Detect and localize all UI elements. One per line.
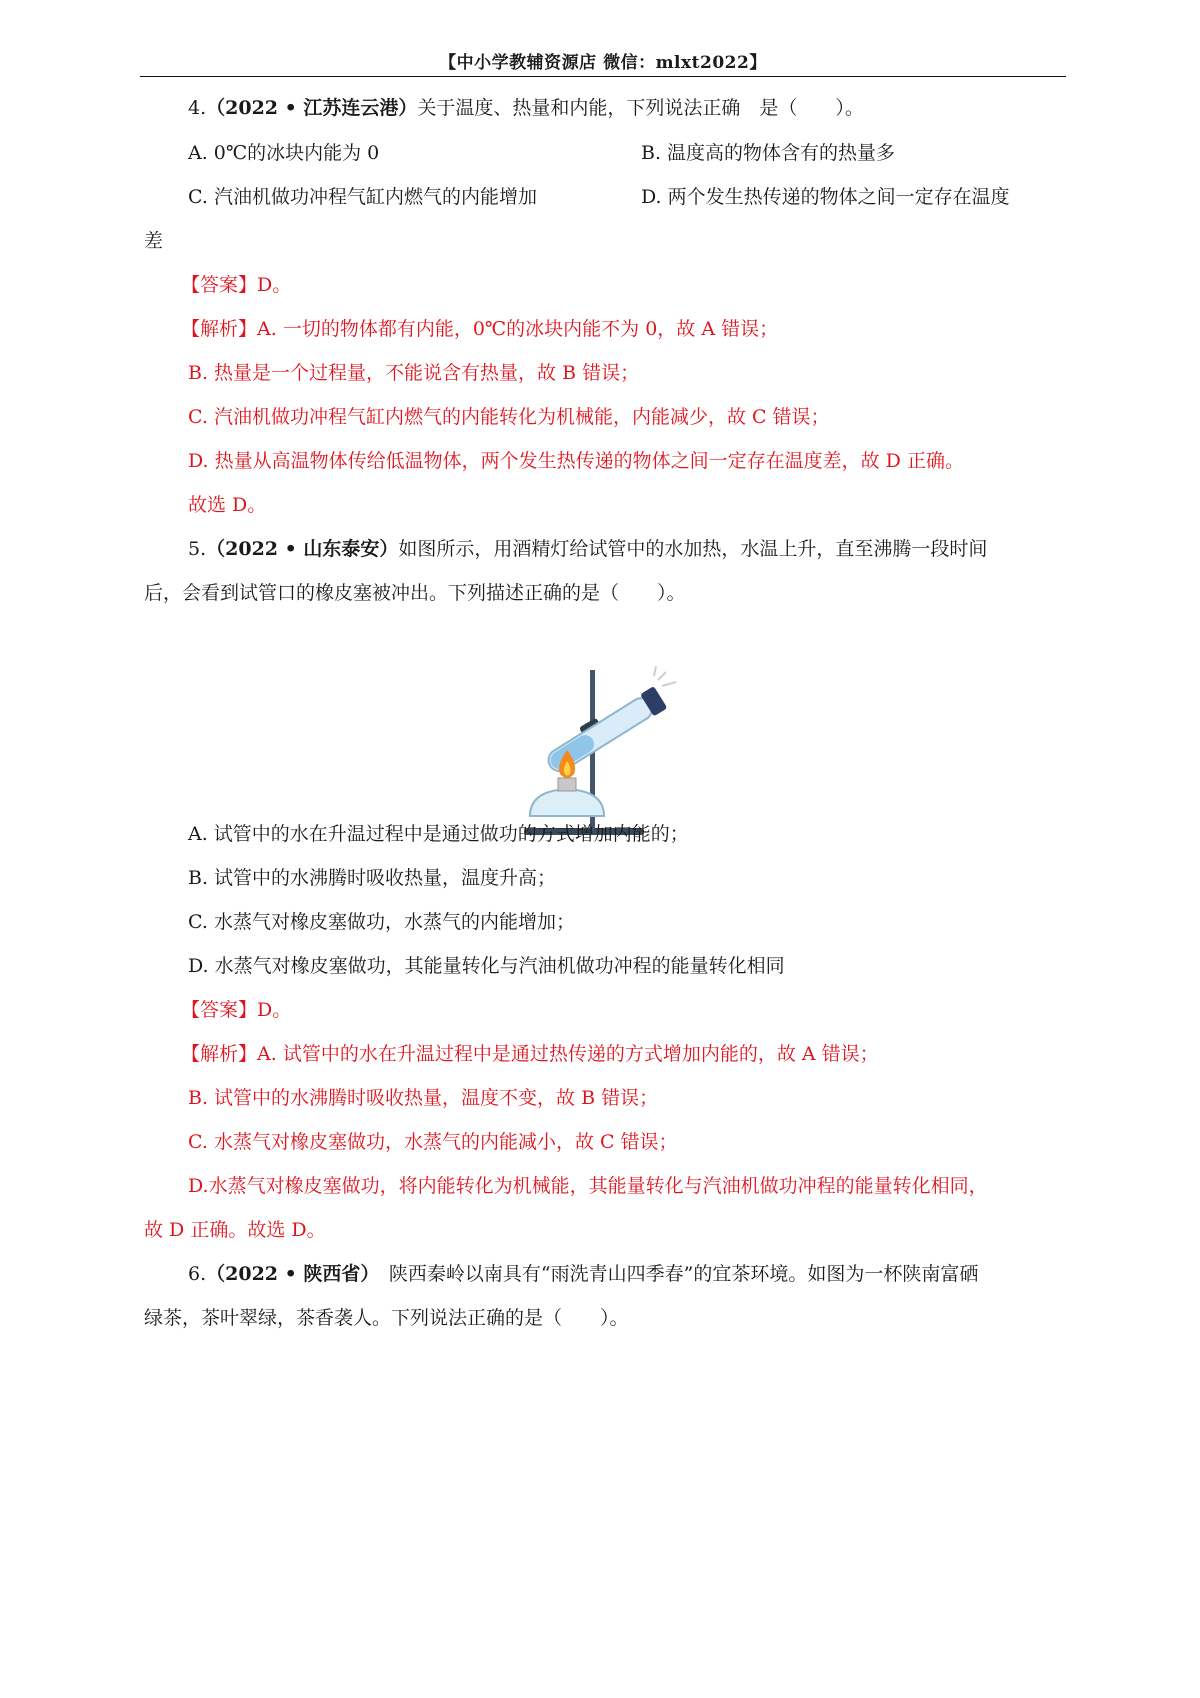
q5-conclusion: 故 D 正确。故选 D。: [144, 1219, 326, 1241]
q5-option-d: D. 水蒸气对橡皮塞做功，其能量转化与汽油机做功冲程的能量转化相同: [188, 955, 785, 977]
q5-analysis-tag: 【解析】: [181, 1043, 258, 1065]
q4-conclusion: 故选 D。: [188, 494, 267, 516]
q4-number: 4.: [188, 97, 207, 119]
q4-option-d: D. 两个发生热传递的物体之间一定存在温度: [641, 186, 1010, 208]
q4-stem-text: 关于温度、热量和内能，下列说法正确 是（ ）。: [417, 97, 864, 119]
q5-answer-tag: 【答案】: [181, 999, 258, 1021]
q5-analysis-d: D.水蒸气对橡皮塞做功，将内能转化为机械能，其能量转化与汽油机做功冲程的能量转化相同，: [188, 1175, 988, 1197]
q5-analysis-a-text: A. 试管中的水在升温过程中是通过热传递的方式增加内能的，故 A 错误；: [257, 1043, 879, 1065]
q4-analysis-c: C. 汽油机做功冲程气缸内燃气的内能转化为机械能，内能减少，故 C 错误；: [188, 406, 830, 428]
q5-option-c: C. 水蒸气对橡皮塞做功，水蒸气的内能增加；: [188, 911, 575, 933]
q5-analysis-a: [181, 1041, 879, 1067]
q4-analysis-b: B. 热量是一个过程量，不能说含有热量，故 B 错误；: [188, 362, 640, 384]
q4-option-b: B. 温度高的物体含有的热量多: [641, 142, 896, 164]
q4-analysis-a: [181, 316, 778, 342]
q6-source: （2022 • 陕西省）: [206, 1263, 370, 1285]
q4-analysis-tag: 【解析】: [181, 318, 258, 340]
q5-option-b: B. 试管中的水沸腾时吸收热量，温度升高；: [188, 867, 557, 889]
q5-number: 5.: [188, 538, 207, 560]
q4-stem: [188, 95, 864, 121]
q6-stem-line1: [188, 1261, 978, 1287]
q6-number: 6.: [188, 1263, 207, 1285]
q5-stem-text: 如图所示，用酒精灯给试管中的水加热，水温上升，直至沸腾一段时间: [398, 538, 988, 560]
q4-answer: [181, 272, 291, 298]
q4-answer-value: D。: [257, 274, 292, 296]
q4-analysis-d: D. 热量从高温物体传给低温物体，两个发生热传递的物体之间一定存在温度差，故 D 正确。: [188, 450, 964, 472]
q4-source: （2022 • 江苏连云港）: [206, 97, 418, 119]
q4-option-d-cont: 差: [144, 230, 164, 252]
q6-stem-text: 陕西秦岭以南具有“雨洗青山四季春”的宜茶环境。如图为一杯陕南富硒: [369, 1263, 979, 1285]
q5-analysis-c: C. 水蒸气对橡皮塞做功，水蒸气的内能减小，故 C 错误；: [188, 1131, 678, 1153]
alcohol-lamp-test-tube-icon: [520, 666, 684, 840]
q5-stem-line1: [188, 536, 987, 562]
q4-option-c: C. 汽油机做功冲程气缸内燃气的内能增加: [188, 186, 537, 208]
page-header: 【中小学教辅资源店 微信：mlxt2022】: [439, 53, 767, 73]
header-rule: [140, 76, 1066, 77]
q6-stem-line2: 绿茶，茶叶翠绿，茶香袭人。下列说法正确的是（ ）。: [144, 1307, 629, 1329]
q5-answer: [181, 997, 291, 1023]
q4-answer-tag: 【答案】: [181, 274, 258, 296]
q5-option-a: A. 试管中的水在升温过程中是通过做功的方式增加内能的；: [188, 823, 689, 845]
q5-stem-line2: 后，会看到试管口的橡皮塞被冲出。下列描述正确的是（ ）。: [144, 582, 686, 604]
q5-source: （2022 • 山东泰安）: [206, 538, 399, 560]
q4-option-a: A. 0℃的冰块内能为 0: [188, 142, 380, 164]
q5-analysis-b: B. 试管中的水沸腾时吸收热量，温度不变，故 B 错误；: [188, 1087, 659, 1109]
q4-analysis-a-text: A. 一切的物体都有内能，0℃的冰块内能不为 0，故 A 错误；: [257, 318, 779, 340]
q5-answer-value: D。: [257, 999, 292, 1021]
